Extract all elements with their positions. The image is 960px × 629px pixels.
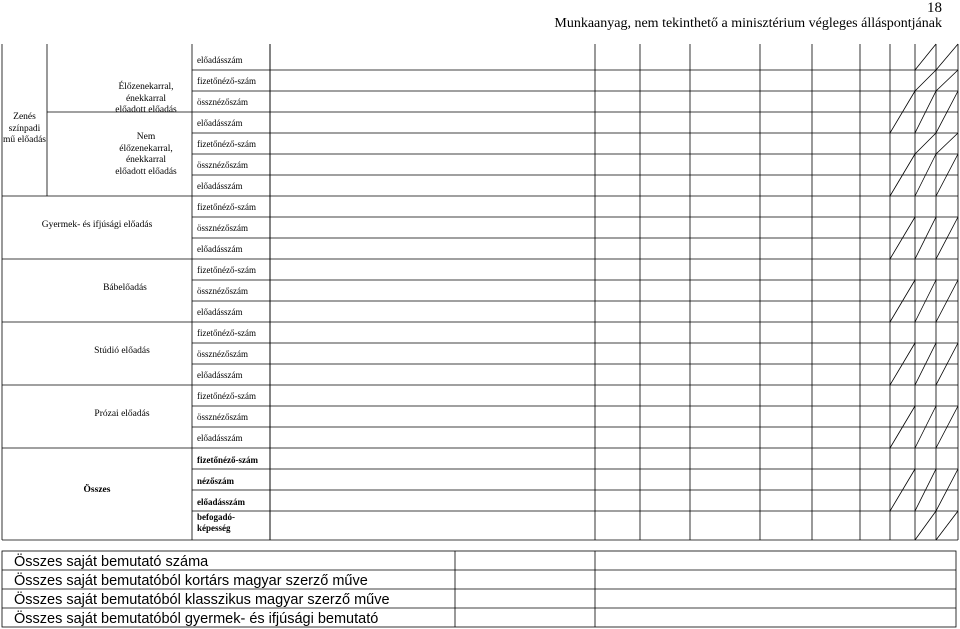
page-subtitle: Munkaanyag, nem tekinthető a minisztérium végleges álláspontjának: [554, 16, 942, 31]
row-osszes: Összes: [83, 485, 111, 495]
measure-label: össznézőszám: [197, 349, 248, 359]
measure-label: össznézőszám: [197, 160, 248, 170]
measure-label: előadásszám: [197, 181, 243, 191]
measure-label: fizetőnéző-szám: [197, 202, 256, 212]
summary-row: Összes saját bemutató száma: [14, 554, 209, 570]
measure-label: fizetőnéző-szám: [197, 265, 256, 275]
measure-label: előadásszám: [197, 118, 243, 128]
measure-label: fizetőnéző-szám: [197, 76, 256, 86]
summary-row: Összes saját bemutatóból klasszikus magyar szerző műve: [14, 592, 390, 608]
measure-label: össznézőszám: [197, 223, 248, 233]
measure-label: össznézőszám: [197, 286, 248, 296]
row-gyermek: Gyermek- és ifjúsági előadás: [41, 220, 153, 230]
summary-row: Összes saját bemutatóból kortárs magyar szerző műve: [14, 573, 368, 589]
measure-label: fizetőnéző-szám: [197, 455, 258, 465]
measure-label: előadásszám: [197, 497, 245, 507]
measure-label: össznézőszám: [197, 412, 248, 422]
row-zenes-nonlive: Nem élőzenekarral, énekkarral előadott előadás: [115, 132, 177, 177]
measure-label: fizetőnéző-szám: [197, 139, 256, 149]
measure-label: befogadó-képesség: [197, 512, 235, 533]
measure-label: fizetőnéző-szám: [197, 391, 256, 401]
measure-label: előadásszám: [197, 55, 243, 65]
measure-label: össznézőszám: [197, 97, 248, 107]
row-baba: Bábelőadás: [103, 283, 147, 293]
row-studio: Stúdió előadás: [94, 346, 150, 356]
row-zenes-category: Zenés színpadi mű előadás: [2, 112, 46, 145]
measure-label: nézőszám: [197, 476, 234, 486]
measure-label: előadásszám: [197, 307, 243, 317]
row-zenes-live: Élőzenekarral, énekkarral előadott előadás: [115, 82, 177, 115]
row-prozai: Prózai előadás: [94, 409, 150, 419]
measure-label: előadásszám: [197, 370, 243, 380]
measure-label: előadásszám: [197, 244, 243, 254]
page-number: 18: [927, 0, 942, 16]
summary-row: Összes saját bemutatóból gyermek- és ifjúsági bemutató: [14, 611, 379, 627]
measure-label: fizetőnéző-szám: [197, 328, 256, 338]
measure-label: előadásszám: [197, 433, 243, 443]
